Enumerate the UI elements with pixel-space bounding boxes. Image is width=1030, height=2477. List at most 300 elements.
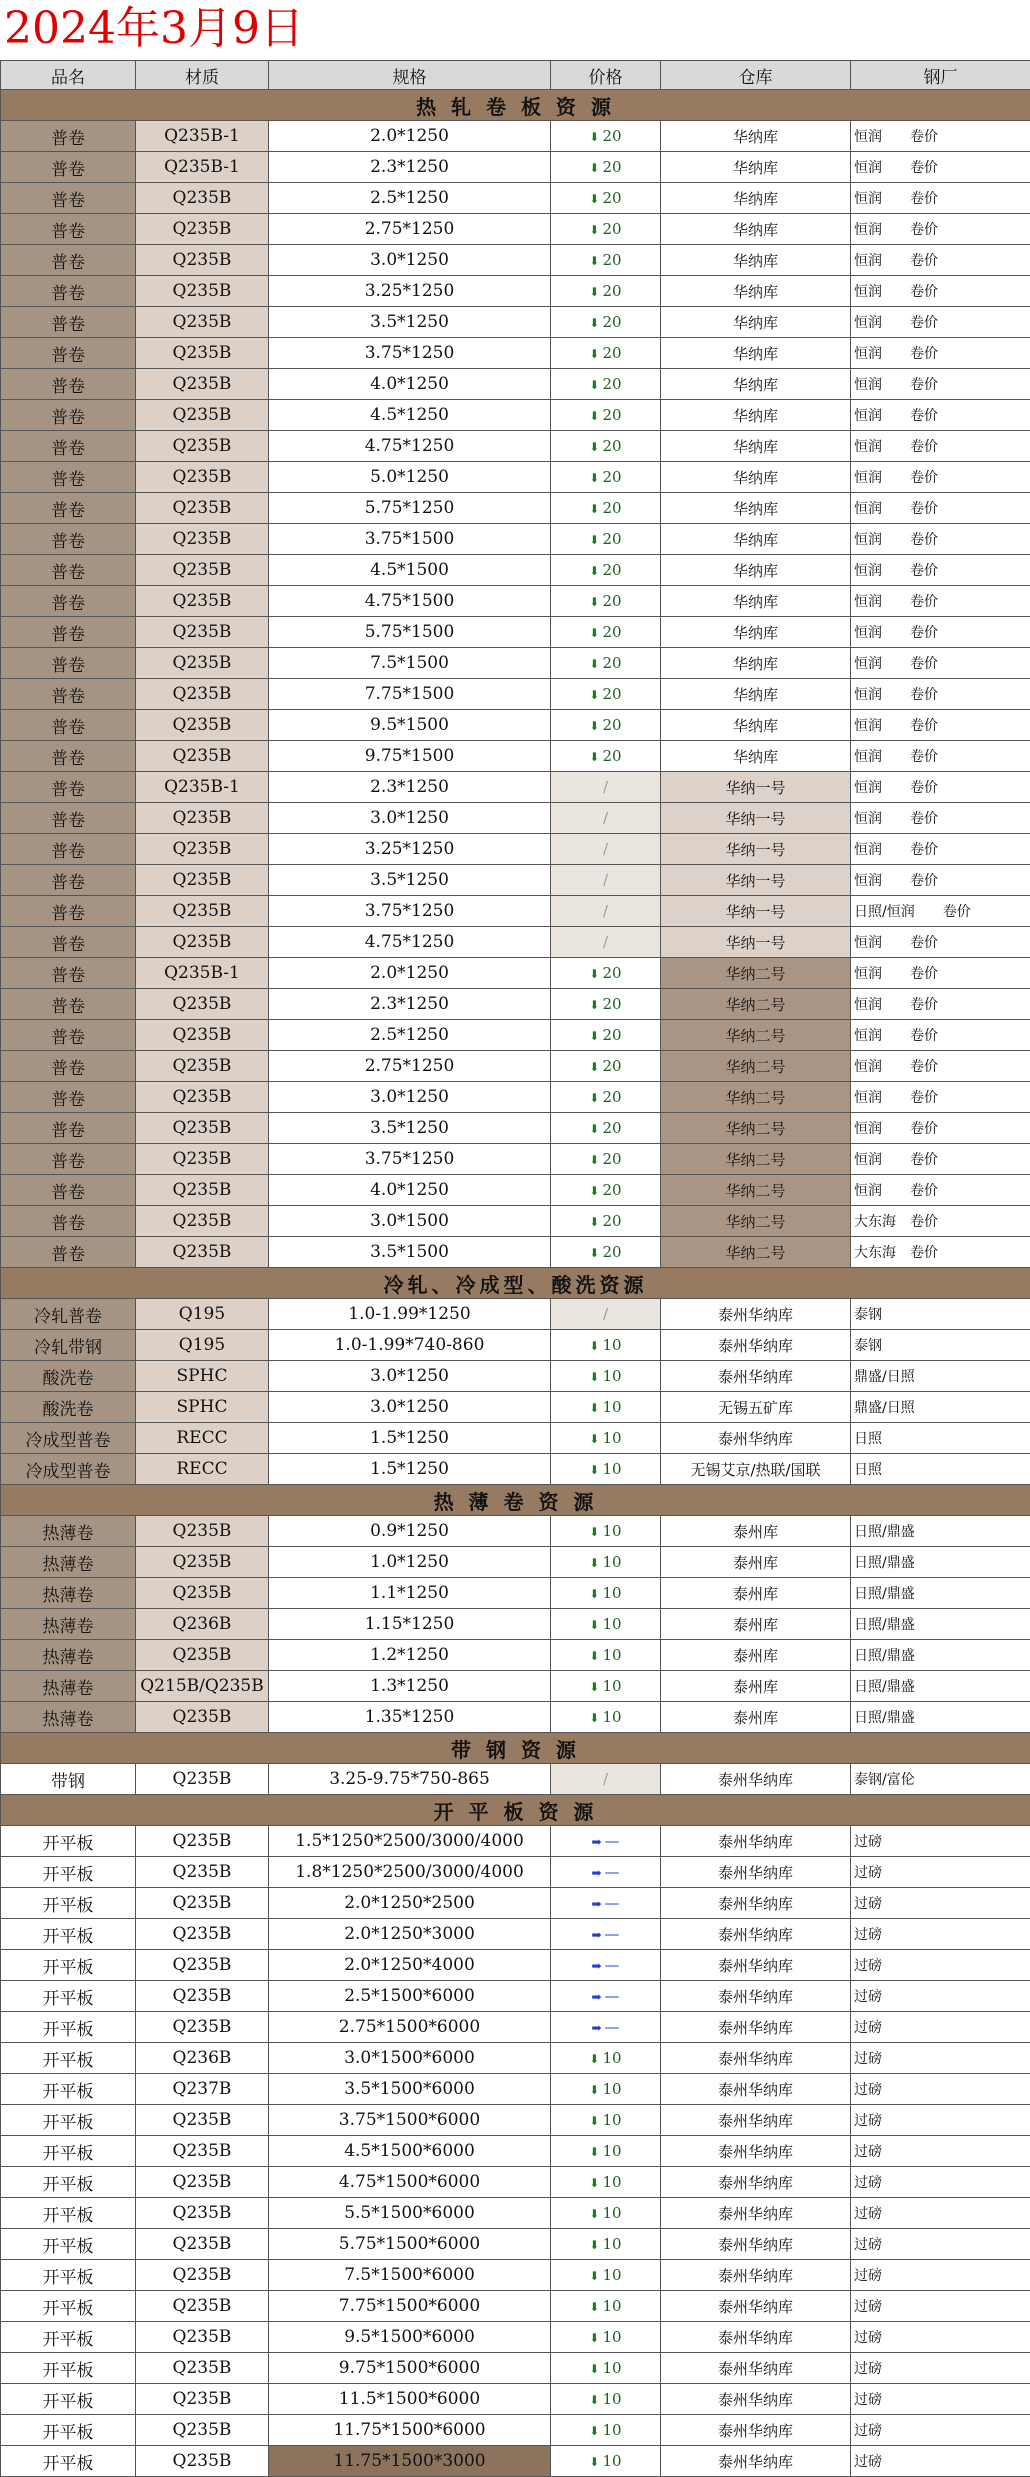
material-cell: Q195	[136, 1330, 269, 1361]
spec-cell: 2.75*1500*6000	[269, 2012, 551, 2043]
price-cell	[551, 245, 661, 276]
table-row	[1, 245, 1030, 276]
product-name-cell: 普卷	[1, 152, 136, 183]
spec-cell: 2.0*1250	[269, 121, 551, 152]
spec-cell: 9.5*1500*6000	[269, 2322, 551, 2353]
spec-cell: 2.0*1250*2500	[269, 1888, 551, 1919]
mill-cell: 日照/鼎盛	[851, 1578, 1030, 1609]
material-cell: SPHC	[136, 1392, 269, 1423]
warehouse-cell: 华纳一号	[661, 896, 851, 927]
right-arrow-icon: ➡	[591, 1928, 602, 1942]
down-arrow-icon: ⬇	[589, 1432, 600, 1446]
price-value: 10	[602, 2421, 622, 2439]
mill-cell: 恒润 卷价	[851, 152, 1030, 183]
mill-cell: 恒润 卷价	[851, 803, 1030, 834]
warehouse-cell: 泰州华纳库	[661, 1826, 851, 1857]
table-row	[1, 307, 1030, 338]
product-name-cell: 开平板	[1, 2415, 136, 2446]
down-arrow-icon: ⬇	[589, 409, 600, 423]
material-cell: Q235B	[136, 1640, 269, 1671]
table-row	[1, 2012, 1030, 2043]
material-cell: Q235B	[136, 2167, 269, 2198]
product-name-cell: 开平板	[1, 2291, 136, 2322]
spec-cell: 7.75*1500*6000	[269, 2291, 551, 2322]
price-cell	[551, 1671, 661, 1702]
table-row	[1, 1857, 1030, 1888]
spec-cell: 2.0*1250	[269, 958, 551, 989]
product-name-cell: 普卷	[1, 276, 136, 307]
product-name-cell: 开平板	[1, 2384, 136, 2415]
table-row	[1, 1175, 1030, 1206]
mill-cell: 恒润 卷价	[851, 1082, 1030, 1113]
warehouse-cell: 泰州华纳库	[661, 2446, 851, 2477]
mill-cell: 恒润 卷价	[851, 710, 1030, 741]
spec-cell: 3.25*1250	[269, 834, 551, 865]
warehouse-cell: 华纳库	[661, 400, 851, 431]
price-cell	[551, 741, 661, 772]
price-cell	[551, 1547, 661, 1578]
mill-cell: 日照/鼎盛	[851, 1547, 1030, 1578]
material-cell: Q235B	[136, 2415, 269, 2446]
mill-cell: 恒润 卷价	[851, 183, 1030, 214]
warehouse-cell: 泰州华纳库	[661, 1423, 851, 1454]
mill-cell: 恒润 卷价	[851, 772, 1030, 803]
down-arrow-icon: ⬇	[589, 2300, 600, 2314]
down-arrow-icon: ⬇	[589, 564, 600, 578]
price-cell	[551, 710, 661, 741]
price-value: 10	[602, 1615, 622, 1633]
table-row	[1, 679, 1030, 710]
table-row	[1, 2353, 1030, 2384]
mill-cell: 恒润 卷价	[851, 927, 1030, 958]
product-name-cell: 普卷	[1, 493, 136, 524]
down-arrow-icon: ⬇	[589, 2176, 600, 2190]
warehouse-cell: 泰州库	[661, 1609, 851, 1640]
material-cell: Q235B	[136, 2012, 269, 2043]
price-value: —	[604, 1925, 620, 1943]
product-name-cell: 普卷	[1, 617, 136, 648]
price-value: 10	[602, 1429, 622, 1447]
mill-cell: 过磅	[851, 2229, 1030, 2260]
price-cell	[551, 1702, 661, 1733]
product-name-cell: 普卷	[1, 710, 136, 741]
material-cell: Q235B	[136, 1950, 269, 1981]
spec-cell: 2.5*1250	[269, 183, 551, 214]
spec-cell: 1.35*1250	[269, 1702, 551, 1733]
mill-cell: 日照/鼎盛	[851, 1702, 1030, 1733]
section-header-row	[1, 1733, 1030, 1764]
material-cell: Q235B	[136, 2322, 269, 2353]
warehouse-cell: 泰州库	[661, 1640, 851, 1671]
mill-cell: 恒润 卷价	[851, 369, 1030, 400]
down-arrow-icon: ⬇	[589, 1680, 600, 1694]
product-name-cell: 普卷	[1, 555, 136, 586]
table-row	[1, 2384, 1030, 2415]
mill-cell: 日照/鼎盛	[851, 1609, 1030, 1640]
spec-cell: 11.5*1500*6000	[269, 2384, 551, 2415]
product-name-cell: 普卷	[1, 400, 136, 431]
warehouse-cell: 泰州华纳库	[661, 2384, 851, 2415]
section-title: 冷轧、冷成型、酸洗资源	[1, 1268, 1030, 1299]
table-row	[1, 1702, 1030, 1733]
price-value: 20	[602, 654, 622, 672]
price-cell	[551, 2260, 661, 2291]
price-cell	[551, 524, 661, 555]
material-cell: Q195	[136, 1299, 269, 1330]
product-name-cell: 普卷	[1, 1051, 136, 1082]
material-cell: Q235B	[136, 338, 269, 369]
down-arrow-icon: ⬇	[589, 2331, 600, 2345]
down-arrow-icon: ⬇	[589, 2393, 600, 2407]
material-cell: Q235B	[136, 493, 269, 524]
spec-cell: 9.75*1500	[269, 741, 551, 772]
mill-cell: 过磅	[851, 2415, 1030, 2446]
spec-cell: 0.9*1250	[269, 1516, 551, 1547]
mill-cell: 泰钢	[851, 1299, 1030, 1330]
price-value: /	[602, 840, 609, 858]
warehouse-cell: 华纳库	[661, 276, 851, 307]
price-value: /	[602, 871, 609, 889]
price-cell	[551, 1826, 661, 1857]
down-arrow-icon: ⬇	[589, 657, 600, 671]
material-cell: Q235B	[136, 927, 269, 958]
product-name-cell: 开平板	[1, 2012, 136, 2043]
mill-cell: 过磅	[851, 2012, 1030, 2043]
mill-cell: 泰钢/富伦	[851, 1764, 1030, 1795]
mill-cell: 过磅	[851, 2105, 1030, 2136]
price-value: —	[604, 1894, 620, 1912]
spec-cell: 1.5*1250	[269, 1454, 551, 1485]
product-name-cell: 普卷	[1, 338, 136, 369]
product-name-cell: 普卷	[1, 524, 136, 555]
warehouse-cell: 泰州华纳库	[661, 2415, 851, 2446]
price-value: 20	[602, 592, 622, 610]
spec-cell: 3.75*1250	[269, 338, 551, 369]
mill-cell: 恒润 卷价	[851, 1051, 1030, 1082]
spec-cell: 1.5*1250*2500/3000/4000	[269, 1826, 551, 1857]
spec-cell: 3.25*1250	[269, 276, 551, 307]
header-row	[1, 61, 1030, 90]
price-cell	[551, 1299, 661, 1330]
price-cell	[551, 1640, 661, 1671]
product-name-cell: 普卷	[1, 307, 136, 338]
table-row	[1, 896, 1030, 927]
spec-cell: 2.0*1250*3000	[269, 1919, 551, 1950]
spec-cell: 9.5*1500	[269, 710, 551, 741]
table-row	[1, 1981, 1030, 2012]
product-name-cell: 酸洗卷	[1, 1392, 136, 1423]
mill-cell: 过磅	[851, 1981, 1030, 2012]
table-row	[1, 2229, 1030, 2260]
price-value: —	[604, 1956, 620, 1974]
warehouse-cell: 华纳二号	[661, 1237, 851, 1268]
product-name-cell: 开平板	[1, 1826, 136, 1857]
mill-cell: 恒润 卷价	[851, 1144, 1030, 1175]
price-cell	[551, 1919, 661, 1950]
mill-cell: 鼎盛/日照	[851, 1392, 1030, 1423]
mill-cell: 恒润 卷价	[851, 245, 1030, 276]
down-arrow-icon: ⬇	[589, 316, 600, 330]
price-value: /	[602, 1305, 609, 1323]
table-row	[1, 1392, 1030, 1423]
product-name-cell: 带钢	[1, 1764, 136, 1795]
price-cell	[551, 2105, 661, 2136]
table-row	[1, 2260, 1030, 2291]
mill-cell: 过磅	[851, 2260, 1030, 2291]
mill-cell: 过磅	[851, 1919, 1030, 1950]
mill-cell: 恒润 卷价	[851, 865, 1030, 896]
warehouse-cell: 华纳二号	[661, 1113, 851, 1144]
warehouse-cell: 泰州库	[661, 1516, 851, 1547]
spec-cell: 1.1*1250	[269, 1578, 551, 1609]
down-arrow-icon: ⬇	[589, 595, 600, 609]
section-title: 开 平 板 资 源	[1, 1795, 1030, 1826]
price-value: 20	[602, 375, 622, 393]
product-name-cell: 普卷	[1, 462, 136, 493]
spec-cell: 4.5*1250	[269, 400, 551, 431]
spec-cell: 2.75*1250	[269, 1051, 551, 1082]
price-cell	[551, 2446, 661, 2477]
price-value: 20	[602, 499, 622, 517]
mill-cell: 恒润 卷价	[851, 276, 1030, 307]
mill-cell: 日照/鼎盛	[851, 1671, 1030, 1702]
price-cell	[551, 1175, 661, 1206]
material-cell: Q235B	[136, 1578, 269, 1609]
spec-cell: 1.15*1250	[269, 1609, 551, 1640]
down-arrow-icon: ⬇	[589, 1370, 600, 1384]
page-title: 2024年3月9日	[4, 3, 304, 54]
warehouse-cell: 华纳库	[661, 741, 851, 772]
price-cell	[551, 1423, 661, 1454]
price-value: 10	[602, 2390, 622, 2408]
price-cell	[551, 1454, 661, 1485]
spec-cell: 4.75*1250	[269, 431, 551, 462]
down-arrow-icon: ⬇	[589, 998, 600, 1012]
price-value: 10	[602, 1553, 622, 1571]
warehouse-cell: 华纳二号	[661, 1051, 851, 1082]
warehouse-cell: 泰州华纳库	[661, 1299, 851, 1330]
right-arrow-icon: ➡	[591, 2021, 602, 2035]
right-arrow-icon: ➡	[591, 1959, 602, 1973]
warehouse-cell: 华纳二号	[661, 989, 851, 1020]
table-row	[1, 1454, 1030, 1485]
header-price: 价格	[551, 61, 661, 90]
table-row	[1, 183, 1030, 214]
material-cell: Q235B-1	[136, 772, 269, 803]
spec-cell: 3.75*1250	[269, 896, 551, 927]
price-cell	[551, 927, 661, 958]
down-arrow-icon: ⬇	[589, 2114, 600, 2128]
price-value: 20	[602, 685, 622, 703]
down-arrow-icon: ⬇	[589, 2207, 600, 2221]
material-cell: Q235B-1	[136, 121, 269, 152]
price-value: 10	[602, 2359, 622, 2377]
price-cell	[551, 1113, 661, 1144]
warehouse-cell: 泰州华纳库	[661, 2291, 851, 2322]
price-cell	[551, 1950, 661, 1981]
right-arrow-icon: ➡	[591, 1990, 602, 2004]
warehouse-cell: 华纳一号	[661, 865, 851, 896]
down-arrow-icon: ⬇	[589, 471, 600, 485]
price-cell	[551, 989, 661, 1020]
price-cell	[551, 2229, 661, 2260]
mill-cell: 鼎盛/日照	[851, 1361, 1030, 1392]
material-cell: Q235B	[136, 2384, 269, 2415]
material-cell: Q235B	[136, 803, 269, 834]
table-row	[1, 1578, 1030, 1609]
mill-cell: 恒润 卷价	[851, 431, 1030, 462]
spec-cell: 2.0*1250*4000	[269, 1950, 551, 1981]
mill-cell: 恒润 卷价	[851, 524, 1030, 555]
spec-cell: 3.5*1500	[269, 1237, 551, 1268]
down-arrow-icon: ⬇	[589, 1525, 600, 1539]
spec-cell: 3.75*1500	[269, 524, 551, 555]
table-row	[1, 2415, 1030, 2446]
warehouse-cell: 华纳一号	[661, 927, 851, 958]
mill-cell: 恒润 卷价	[851, 617, 1030, 648]
price-value: 20	[602, 282, 622, 300]
spec-cell: 5.75*1500	[269, 617, 551, 648]
material-cell: Q235B	[136, 524, 269, 555]
down-arrow-icon: ⬇	[589, 254, 600, 268]
table-row	[1, 2446, 1030, 2477]
price-cell	[551, 1578, 661, 1609]
spec-cell: 2.5*1500*6000	[269, 1981, 551, 2012]
price-value: 10	[602, 2080, 622, 2098]
product-name-cell: 热薄卷	[1, 1609, 136, 1640]
product-name-cell: 普卷	[1, 927, 136, 958]
product-name-cell: 普卷	[1, 121, 136, 152]
price-value: 20	[602, 530, 622, 548]
warehouse-cell: 泰州华纳库	[661, 2198, 851, 2229]
table-row	[1, 1051, 1030, 1082]
spec-cell: 1.3*1250	[269, 1671, 551, 1702]
table-row	[1, 710, 1030, 741]
price-value: —	[604, 2018, 620, 2036]
warehouse-cell: 华纳二号	[661, 1020, 851, 1051]
warehouse-cell: 华纳库	[661, 524, 851, 555]
material-cell: SPHC	[136, 1361, 269, 1392]
price-value: 10	[602, 1336, 622, 1354]
material-cell: Q235B	[136, 586, 269, 617]
mill-cell: 恒润 卷价	[851, 338, 1030, 369]
product-name-cell: 普卷	[1, 1237, 136, 1268]
material-cell: Q235B	[136, 555, 269, 586]
spec-cell: 3.5*1250	[269, 307, 551, 338]
price-value: 10	[602, 1646, 622, 1664]
price-value: 20	[602, 1057, 622, 1075]
product-name-cell: 普卷	[1, 834, 136, 865]
spec-cell: 3.0*1250	[269, 245, 551, 276]
table-row	[1, 1113, 1030, 1144]
warehouse-cell: 华纳库	[661, 679, 851, 710]
spec-cell: 5.75*1500*6000	[269, 2229, 551, 2260]
table-row	[1, 1144, 1030, 1175]
table-row	[1, 214, 1030, 245]
spec-cell: 3.5*1250	[269, 1113, 551, 1144]
material-cell: Q235B	[136, 2136, 269, 2167]
price-cell	[551, 183, 661, 214]
product-name-cell: 热薄卷	[1, 1702, 136, 1733]
table-row	[1, 772, 1030, 803]
spec-cell: 5.0*1250	[269, 462, 551, 493]
price-value: 20	[602, 406, 622, 424]
table-row	[1, 586, 1030, 617]
section-header-row	[1, 1795, 1030, 1826]
down-arrow-icon: ⬇	[589, 2083, 600, 2097]
table-row	[1, 1671, 1030, 1702]
price-cell	[551, 121, 661, 152]
price-table	[0, 60, 1030, 2477]
price-value: 10	[602, 2235, 622, 2253]
price-value: 20	[602, 313, 622, 331]
product-name-cell: 普卷	[1, 958, 136, 989]
warehouse-cell: 华纳库	[661, 214, 851, 245]
price-value: 10	[602, 2452, 622, 2470]
mill-cell: 过磅	[851, 1857, 1030, 1888]
product-name-cell: 开平板	[1, 2260, 136, 2291]
table-row	[1, 2074, 1030, 2105]
price-cell	[551, 1144, 661, 1175]
price-cell	[551, 1082, 661, 1113]
warehouse-cell: 泰州华纳库	[661, 2229, 851, 2260]
down-arrow-icon: ⬇	[589, 750, 600, 764]
material-cell: Q235B	[136, 1702, 269, 1733]
section-header-row	[1, 1268, 1030, 1299]
warehouse-cell: 泰州华纳库	[661, 2074, 851, 2105]
spec-cell: 3.0*1250	[269, 803, 551, 834]
spec-cell: 3.0*1500	[269, 1206, 551, 1237]
material-cell: Q215B/Q235B	[136, 1671, 269, 1702]
price-value: 20	[602, 1119, 622, 1137]
mill-cell: 过磅	[851, 2322, 1030, 2353]
warehouse-cell: 华纳一号	[661, 772, 851, 803]
warehouse-cell: 泰州库	[661, 1547, 851, 1578]
price-cell	[551, 1237, 661, 1268]
price-value: 10	[602, 1460, 622, 1478]
section-title: 热 轧 卷 板 资 源	[1, 90, 1030, 121]
warehouse-cell: 泰州华纳库	[661, 2260, 851, 2291]
table-row	[1, 617, 1030, 648]
warehouse-cell: 华纳二号	[661, 1082, 851, 1113]
warehouse-cell: 泰州华纳库	[661, 1981, 851, 2012]
product-name-cell: 开平板	[1, 2074, 136, 2105]
product-name-cell: 普卷	[1, 586, 136, 617]
table-row	[1, 2167, 1030, 2198]
price-value: 20	[602, 995, 622, 1013]
table-row	[1, 1237, 1030, 1268]
product-name-cell: 开平板	[1, 2229, 136, 2260]
warehouse-cell: 华纳一号	[661, 803, 851, 834]
mill-cell: 大东海 卷价	[851, 1206, 1030, 1237]
warehouse-cell: 华纳二号	[661, 1175, 851, 1206]
price-value: —	[604, 1863, 620, 1881]
mill-cell: 日照	[851, 1423, 1030, 1454]
spec-cell: 3.0*1250	[269, 1392, 551, 1423]
down-arrow-icon: ⬇	[589, 1556, 600, 1570]
table-row	[1, 834, 1030, 865]
product-name-cell: 普卷	[1, 803, 136, 834]
spec-cell: 3.0*1500*6000	[269, 2043, 551, 2074]
product-name-cell: 酸洗卷	[1, 1361, 136, 1392]
price-value: —	[604, 1832, 620, 1850]
table-row	[1, 2043, 1030, 2074]
material-cell: Q235B	[136, 1981, 269, 2012]
down-arrow-icon: ⬇	[589, 1246, 600, 1260]
price-value: 20	[602, 189, 622, 207]
material-cell: Q235B	[136, 865, 269, 896]
down-arrow-icon: ⬇	[589, 1401, 600, 1415]
